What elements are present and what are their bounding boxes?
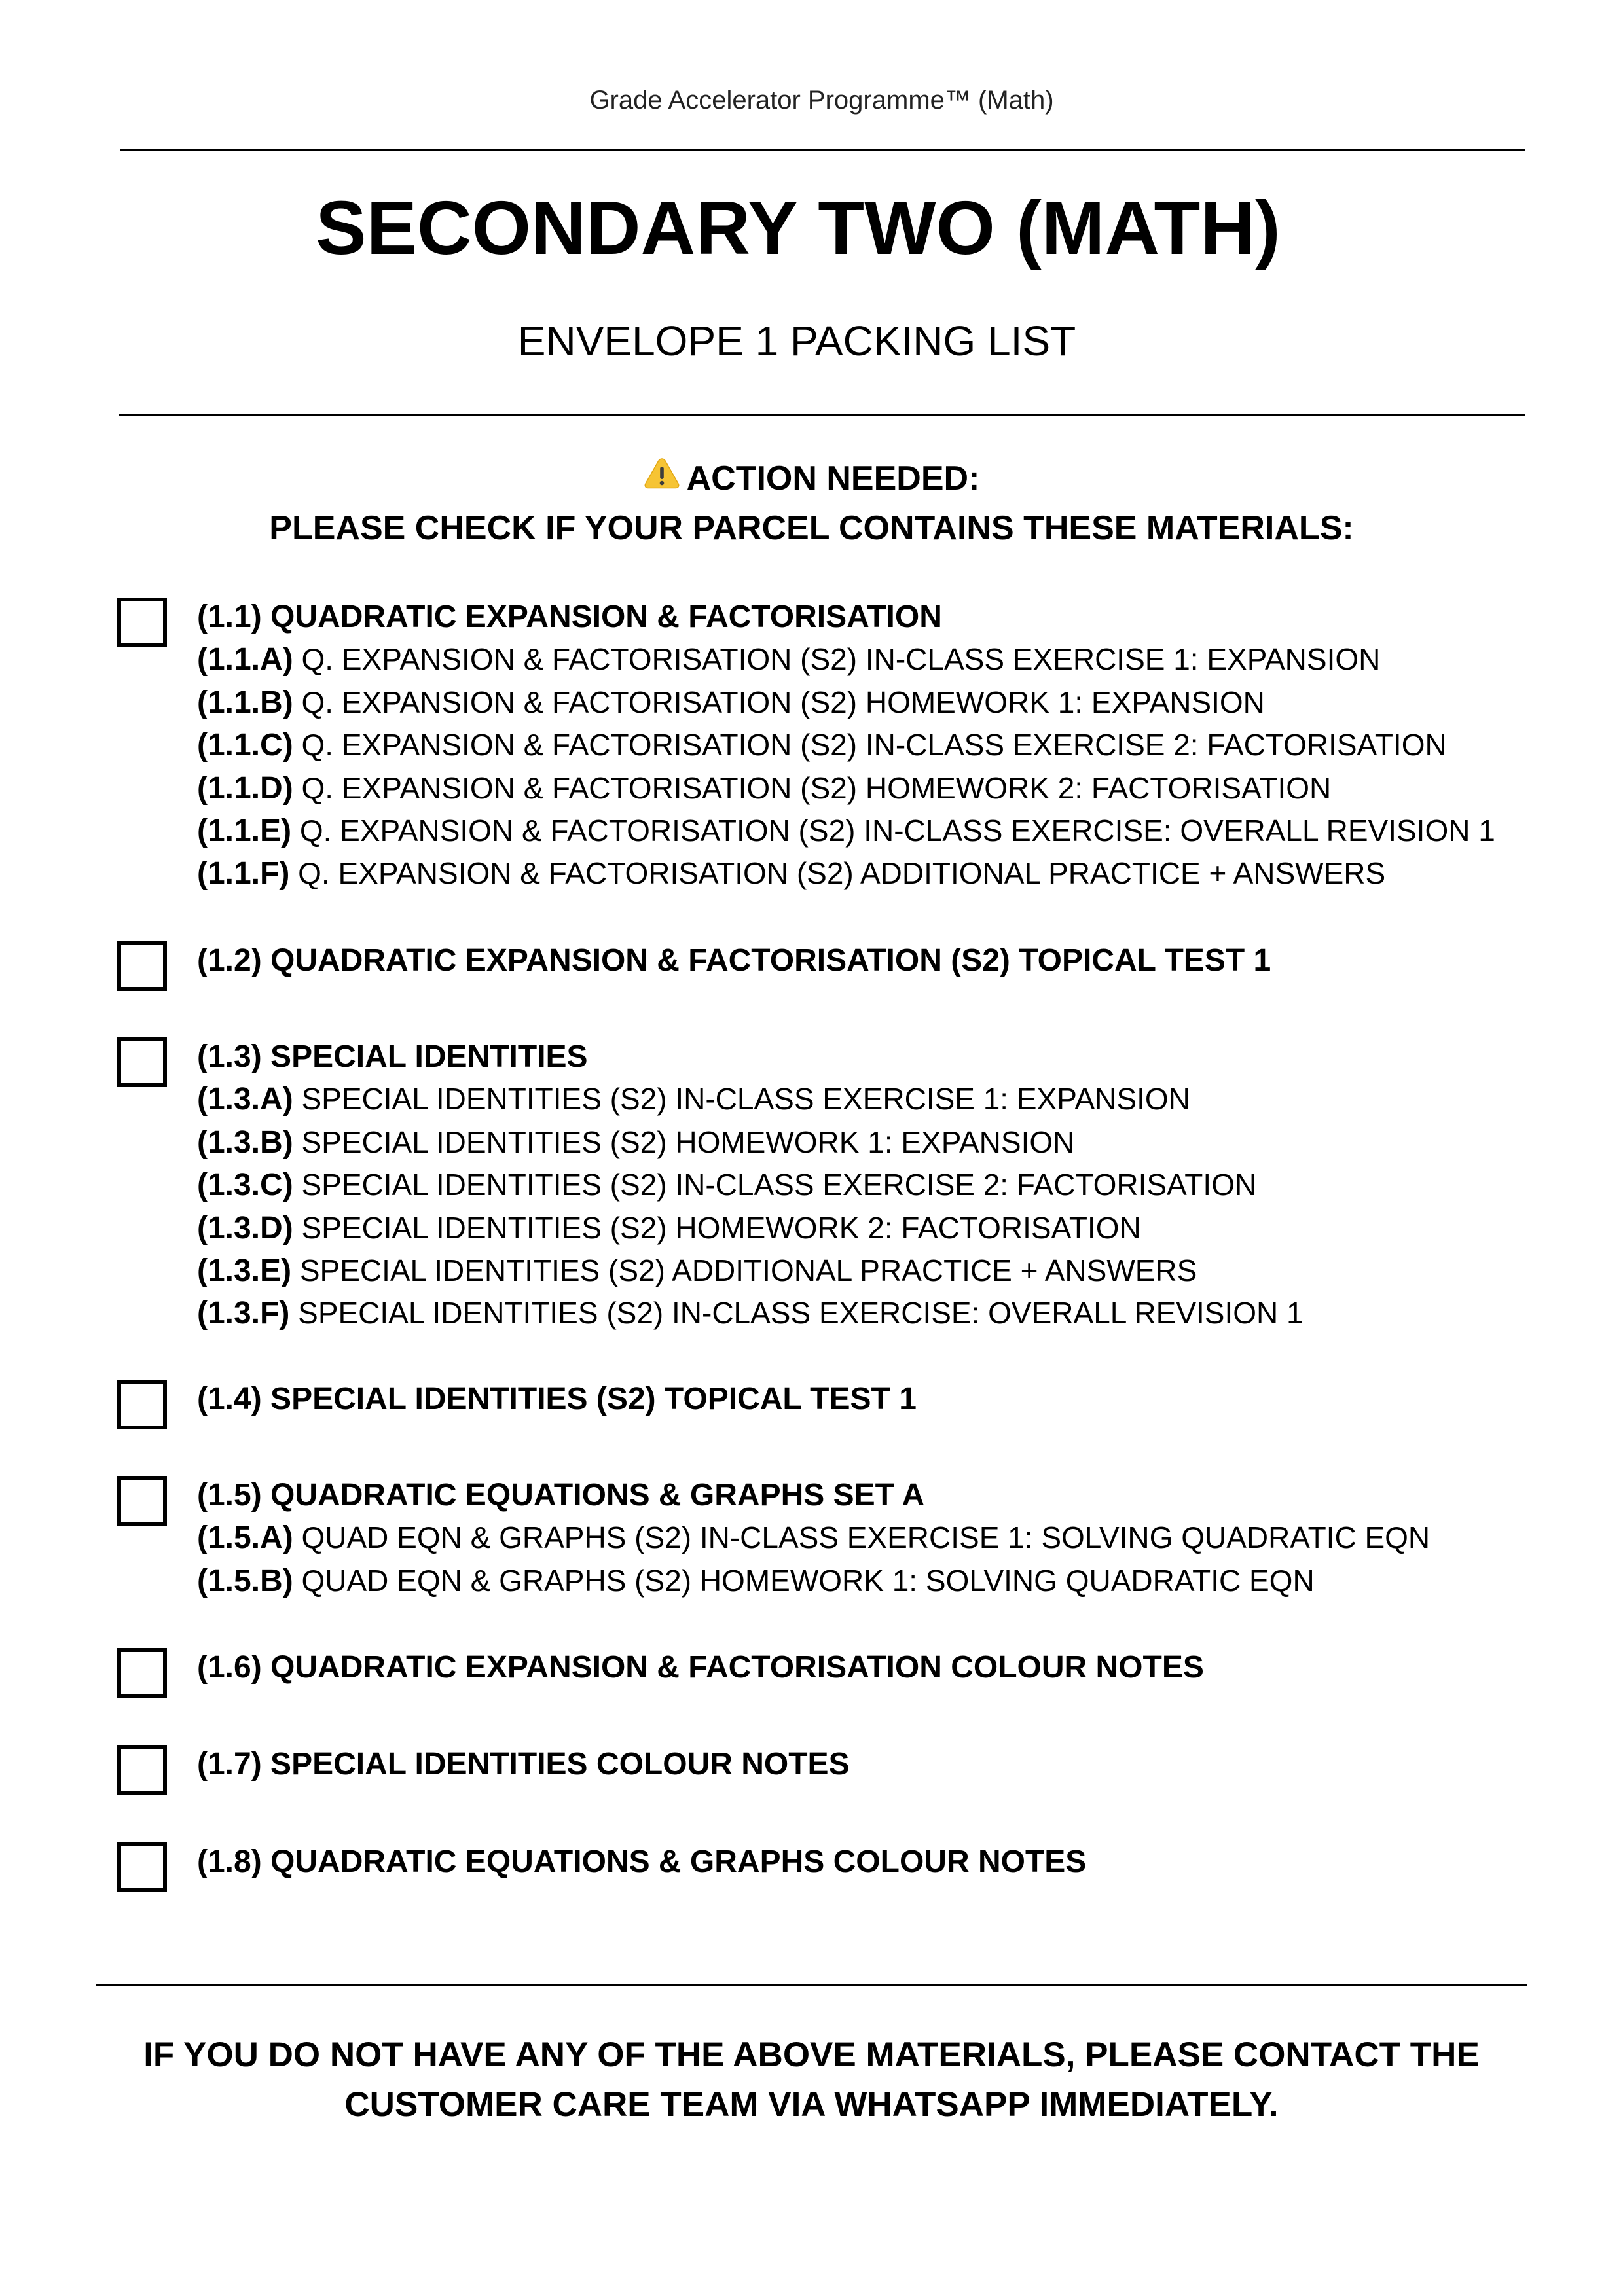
subitem-label: QUAD EQN & GRAPHS (S2) HOMEWORK 1: SOLVING QUADRATIC EQN bbox=[301, 1563, 1315, 1598]
subitem-label: SPECIAL IDENTITIES (S2) HOMEWORK 1: EXPANSION bbox=[301, 1124, 1075, 1159]
checklist-checkbox[interactable] bbox=[117, 598, 167, 647]
program-header: Grade Accelerator Programme™ (Math) bbox=[589, 86, 1054, 115]
checklist-subitem bbox=[197, 1121, 1603, 1164]
subitem-code: (1.5.A) bbox=[197, 1520, 293, 1556]
footer-notice-line-2: CUSTOMER CARE TEAM VIA WHATSAPP IMMEDIATELY. bbox=[344, 2085, 1279, 2124]
checklist-subitem bbox=[197, 1560, 1603, 1602]
subitem-label: Q. EXPANSION & FACTORISATION (S2) IN-CLASS EXERCISE 1: EXPANSION bbox=[301, 642, 1381, 677]
subitem-label: Q. EXPANSION & FACTORISATION (S2) IN-CLASS EXERCISE: OVERALL REVISION 1 bbox=[299, 813, 1495, 848]
checklist-checkbox[interactable] bbox=[117, 941, 167, 991]
subitem-label: QUAD EQN & GRAPHS (S2) IN-CLASS EXERCISE 1: SOLVING QUADRATIC EQN bbox=[301, 1520, 1431, 1555]
subitem-code: (1.1.C) bbox=[197, 728, 293, 763]
checklist-group-1-1 bbox=[117, 596, 1603, 895]
subitem-code: (1.1.B) bbox=[197, 685, 293, 720]
checklist-group-1-8 bbox=[117, 1840, 1603, 1883]
checklist-group-1-5 bbox=[117, 1474, 1603, 1602]
subitem-label: Q. EXPANSION & FACTORISATION (S2) IN-CLASS EXERCISE 2: FACTORISATION bbox=[301, 728, 1447, 762]
header-divider bbox=[120, 149, 1525, 151]
checklist-checkbox[interactable] bbox=[117, 1380, 167, 1429]
subitem-label: Q. EXPANSION & FACTORISATION (S2) HOMEWORK 2: FACTORISATION bbox=[301, 770, 1332, 805]
checklist-subitem bbox=[197, 724, 1603, 766]
item-code: (1.3) bbox=[197, 1039, 262, 1074]
subitem-code: (1.3.F) bbox=[197, 1296, 290, 1331]
footer-notice bbox=[0, 2030, 1623, 2130]
checklist-checkbox[interactable] bbox=[117, 1648, 167, 1698]
checklist-heading bbox=[197, 1743, 1603, 1785]
action-needed-label: ACTION NEEDED: bbox=[686, 459, 980, 497]
item-label: QUADRATIC EQUATIONS & GRAPHS SET A bbox=[270, 1478, 925, 1513]
checklist-subitem bbox=[197, 767, 1603, 810]
warning-icon bbox=[644, 457, 680, 490]
checklist-checkbox[interactable] bbox=[117, 1476, 167, 1526]
subitem-label: SPECIAL IDENTITIES (S2) HOMEWORK 2: FACTORISATION bbox=[301, 1210, 1141, 1245]
item-label: SPECIAL IDENTITIES bbox=[270, 1039, 588, 1074]
subitem-code: (1.1.F) bbox=[197, 856, 290, 891]
checklist-group-1-7 bbox=[117, 1743, 1603, 1785]
item-code: (1.5) bbox=[197, 1478, 262, 1513]
item-code: (1.6) bbox=[197, 1650, 262, 1685]
subitem-label: SPECIAL IDENTITIES (S2) IN-CLASS EXERCISE 2: FACTORISATION bbox=[301, 1168, 1257, 1202]
checklist-heading bbox=[197, 939, 1603, 982]
checklist-checkbox[interactable] bbox=[117, 1037, 167, 1087]
subitem-label: SPECIAL IDENTITIES (S2) IN-CLASS EXERCISE 1: EXPANSION bbox=[301, 1082, 1190, 1117]
title-divider bbox=[119, 414, 1525, 416]
item-label: SPECIAL IDENTITIES (S2) TOPICAL TEST 1 bbox=[270, 1382, 917, 1416]
checklist-subitem bbox=[197, 1292, 1603, 1335]
subitem-code: (1.1.A) bbox=[197, 642, 293, 677]
subitem-label: SPECIAL IDENTITIES (S2) ADDITIONAL PRACTICE + ANSWERS bbox=[299, 1253, 1197, 1287]
item-label: QUADRATIC EQUATIONS & GRAPHS COLOUR NOTES bbox=[270, 1844, 1087, 1879]
page-title: SECONDARY TWO (MATH) bbox=[316, 185, 1281, 270]
checklist-checkbox[interactable] bbox=[117, 1842, 167, 1892]
subitem-code: (1.5.B) bbox=[197, 1563, 293, 1598]
subitem-code: (1.3.B) bbox=[197, 1124, 293, 1160]
subitem-label: Q. EXPANSION & FACTORISATION (S2) ADDITIONAL PRACTICE + ANSWERS bbox=[298, 856, 1386, 891]
checklist-subitem bbox=[197, 1249, 1603, 1292]
checklist-subitem bbox=[197, 638, 1603, 681]
checklist-heading bbox=[197, 1474, 1603, 1516]
checklist-checkbox[interactable] bbox=[117, 1745, 167, 1795]
action-instruction: PLEASE CHECK IF YOUR PARCEL CONTAINS THESE MATERIALS: bbox=[269, 509, 1354, 547]
subitem-code: (1.3.C) bbox=[197, 1168, 293, 1203]
checklist-group-1-2 bbox=[117, 939, 1603, 982]
item-label: QUADRATIC EXPANSION & FACTORISATION bbox=[270, 600, 942, 634]
subitem-code: (1.3.E) bbox=[197, 1253, 292, 1288]
footer-divider bbox=[96, 1984, 1527, 1986]
checklist-heading bbox=[197, 596, 1603, 638]
page-subtitle: ENVELOPE 1 PACKING LIST bbox=[517, 317, 1076, 365]
subitem-code: (1.1.E) bbox=[197, 813, 292, 848]
checklist-heading bbox=[197, 1035, 1603, 1078]
action-needed-heading bbox=[0, 454, 1623, 503]
checklist-heading bbox=[197, 1646, 1603, 1689]
item-label: QUADRATIC EXPANSION & FACTORISATION (S2) TOPICAL TEST 1 bbox=[270, 943, 1271, 978]
checklist-subitem bbox=[197, 810, 1603, 852]
checklist-group-1-6 bbox=[117, 1646, 1603, 1689]
item-label: QUADRATIC EXPANSION & FACTORISATION COLOUR NOTES bbox=[270, 1650, 1204, 1685]
subitem-label: SPECIAL IDENTITIES (S2) IN-CLASS EXERCISE: OVERALL REVISION 1 bbox=[298, 1296, 1304, 1331]
checklist-subitem bbox=[197, 1164, 1603, 1206]
item-code: (1.2) bbox=[197, 943, 262, 978]
subitem-code: (1.3.D) bbox=[197, 1210, 293, 1246]
item-code: (1.7) bbox=[197, 1747, 262, 1782]
checklist-subitem bbox=[197, 1078, 1603, 1121]
item-code: (1.4) bbox=[197, 1382, 262, 1416]
checklist-heading bbox=[197, 1378, 1603, 1420]
checklist-subitem bbox=[197, 1516, 1603, 1559]
checklist-subitem bbox=[197, 852, 1603, 895]
item-code: (1.8) bbox=[197, 1844, 262, 1879]
subitem-label: Q. EXPANSION & FACTORISATION (S2) HOMEWORK 1: EXPANSION bbox=[301, 685, 1265, 719]
item-label: SPECIAL IDENTITIES COLOUR NOTES bbox=[270, 1747, 850, 1782]
checklist-group-1-3 bbox=[117, 1035, 1603, 1335]
checklist-heading bbox=[197, 1840, 1603, 1883]
checklist-subitem bbox=[197, 681, 1603, 724]
checklist-subitem bbox=[197, 1207, 1603, 1249]
subitem-code: (1.1.D) bbox=[197, 770, 293, 806]
checklist-group-1-4 bbox=[117, 1378, 1603, 1420]
subitem-code: (1.3.A) bbox=[197, 1082, 293, 1117]
item-code: (1.1) bbox=[197, 600, 262, 634]
footer-notice-line-1: IF YOU DO NOT HAVE ANY OF THE ABOVE MATERIALS, PLEASE CONTACT THE bbox=[143, 2036, 1480, 2074]
